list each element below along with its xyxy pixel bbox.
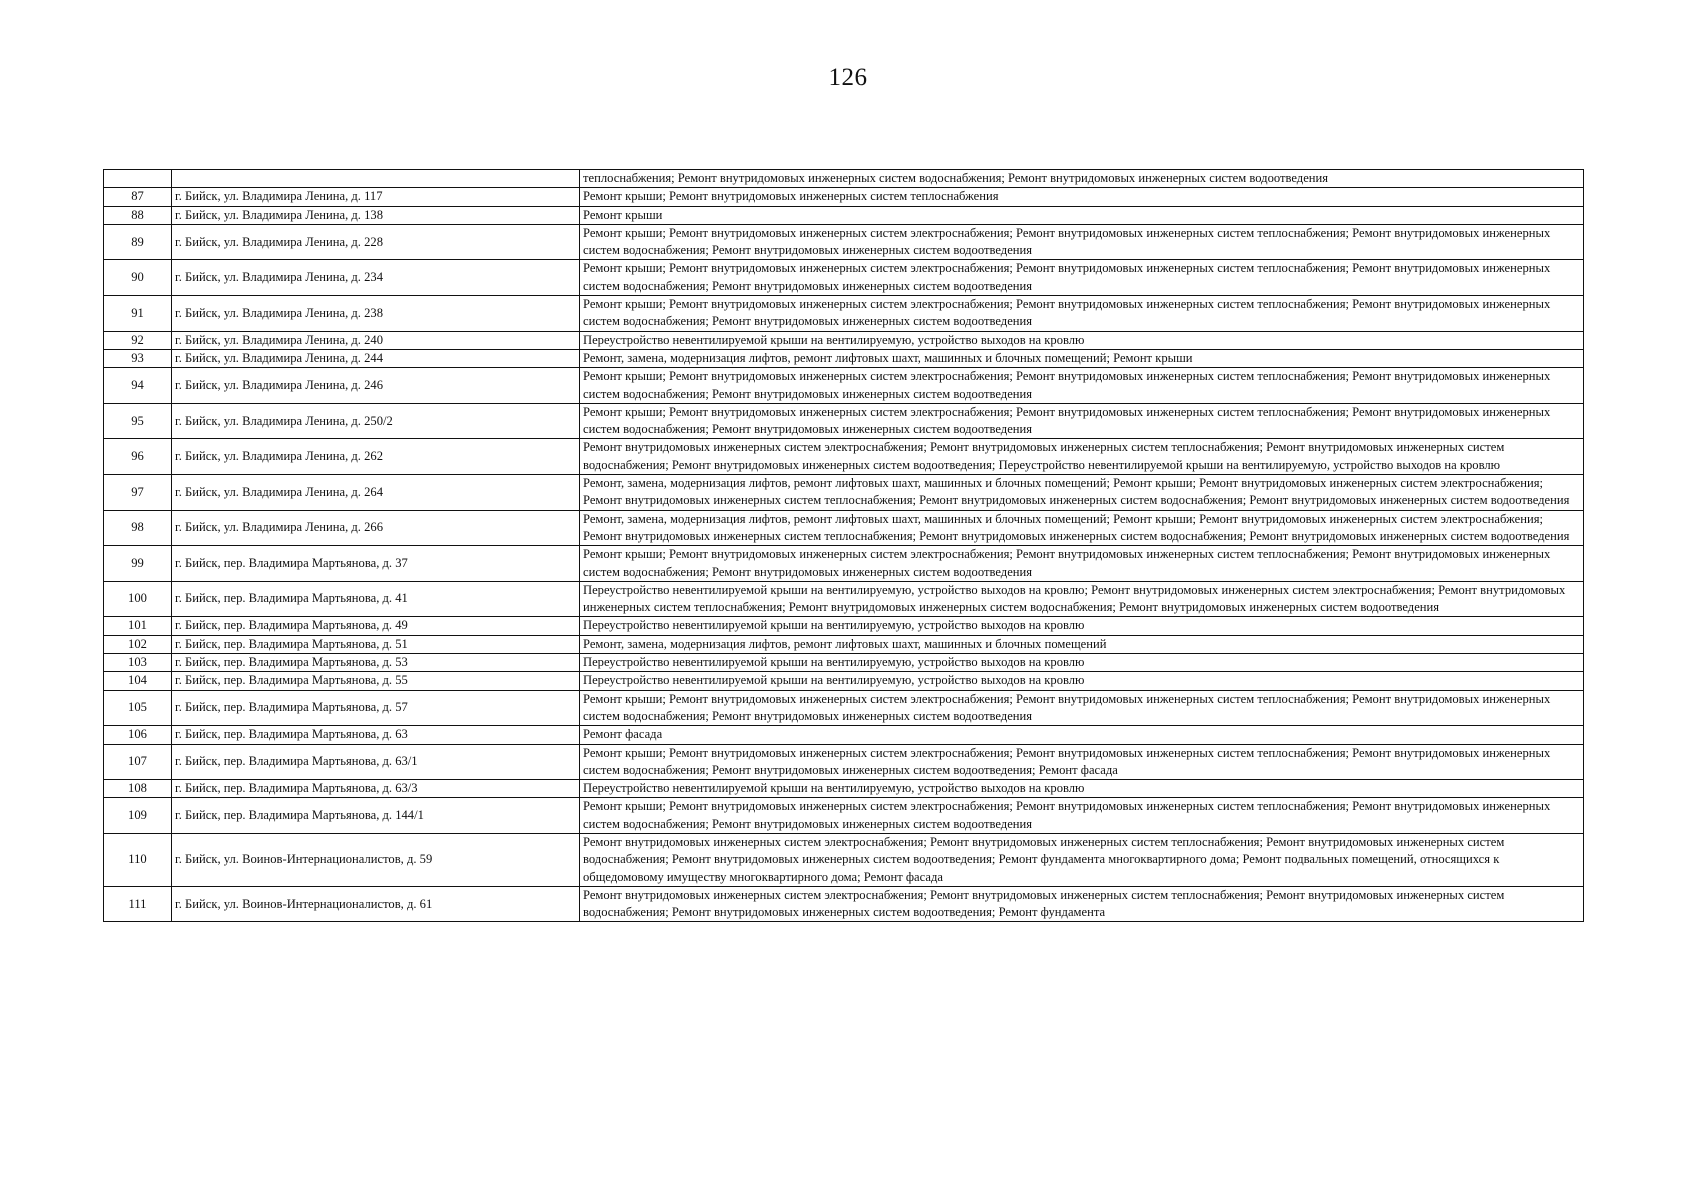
works-cell: Переустройство невентилируемой крыши на вентилируемую, устройство выходов на кровлю [580, 780, 1584, 798]
works-cell: Переустройство невентилируемой крыши на вентилируемую, устройство выходов на кровлю [580, 617, 1584, 635]
works-cell: Ремонт крыши; Ремонт внутридомовых инженерных систем электроснабжения; Ремонт внутридомовых инженерных систем теплоснабжения; Ремонт внутридомовых инженерных систем водоснабжения; Ремонт внутридомовых инженерных систем водоотведения [580, 260, 1584, 296]
row-number-cell: 105 [104, 690, 172, 726]
row-number-cell: 110 [104, 833, 172, 886]
address-cell: г. Бийск, пер. Владимира Мартьянова, д. 51 [172, 635, 580, 653]
row-number-cell [104, 170, 172, 188]
address-cell: г. Бийск, пер. Владимира Мартьянова, д. 63/3 [172, 780, 580, 798]
table-row [104, 617, 1584, 635]
row-number-cell: 92 [104, 331, 172, 349]
row-number-cell: 87 [104, 188, 172, 206]
works-cell: Ремонт внутридомовых инженерных систем электроснабжения; Ремонт внутридомовых инженерных систем теплоснабжения; Ремонт внутридомовых инженерных систем водоснабжения; Ремонт внутридомовых инженерных систем водоотведения; Ремонт фундамента [580, 886, 1584, 922]
works-cell: Ремонт крыши; Ремонт внутридомовых инженерных систем теплоснабжения [580, 188, 1584, 206]
address-cell: г. Бийск, пер. Владимира Мартьянова, д. 144/1 [172, 798, 580, 834]
table-row [104, 403, 1584, 439]
address-cell: г. Бийск, ул. Владимира Ленина, д. 262 [172, 439, 580, 475]
works-cell: Ремонт крыши; Ремонт внутридомовых инженерных систем электроснабжения; Ремонт внутридомовых инженерных систем теплоснабжения; Ремонт внутридомовых инженерных систем водоснабжения; Ремонт внутридомовых инженерных систем водоотведения [580, 690, 1584, 726]
table-row [104, 475, 1584, 511]
address-cell: г. Бийск, ул. Владимира Ленина, д. 240 [172, 331, 580, 349]
table-row [104, 439, 1584, 475]
row-number-cell: 89 [104, 224, 172, 260]
row-number-cell: 88 [104, 206, 172, 224]
works-cell: Ремонт, замена, модернизация лифтов, ремонт лифтовых шахт, машинных и блочных помещений [580, 635, 1584, 653]
row-number-cell: 108 [104, 780, 172, 798]
works-cell: Переустройство невентилируемой крыши на вентилируемую, устройство выходов на кровлю [580, 672, 1584, 690]
works-cell: Ремонт фасада [580, 726, 1584, 744]
address-cell: г. Бийск, ул. Владимира Ленина, д. 246 [172, 368, 580, 404]
row-number-cell: 109 [104, 798, 172, 834]
address-cell: г. Бийск, пер. Владимира Мартьянова, д. 57 [172, 690, 580, 726]
table-row [104, 510, 1584, 546]
address-cell: г. Бийск, ул. Владимира Ленина, д. 117 [172, 188, 580, 206]
address-cell: г. Бийск, ул. Владимира Ленина, д. 264 [172, 475, 580, 511]
works-cell: Ремонт внутридомовых инженерных систем электроснабжения; Ремонт внутридомовых инженерных систем теплоснабжения; Ремонт внутридомовых инженерных систем водоснабжения; Ремонт внутридомовых инженерных систем водоотведения; Ремонт фундамента многоквартирного дома; Ремонт подвальных помещений, относящихся к общедомовому имуществу многоквартирного дома; Ремонт фасада [580, 833, 1584, 886]
row-number-cell: 111 [104, 886, 172, 922]
table-row [104, 188, 1584, 206]
address-cell: г. Бийск, ул. Воинов-Интернационалистов, д. 61 [172, 886, 580, 922]
address-cell: г. Бийск, пер. Владимира Мартьянова, д. 49 [172, 617, 580, 635]
works-cell: Ремонт крыши; Ремонт внутридомовых инженерных систем электроснабжения; Ремонт внутридомовых инженерных систем теплоснабжения; Ремонт внутридомовых инженерных систем водоснабжения; Ремонт внутридомовых инженерных систем водоотведения [580, 798, 1584, 834]
row-number-cell: 94 [104, 368, 172, 404]
table-row [104, 654, 1584, 672]
works-cell: теплоснабжения; Ремонт внутридомовых инженерных систем водоснабжения; Ремонт внутридомовых инженерных систем водоотведения [580, 170, 1584, 188]
row-number-cell: 93 [104, 349, 172, 367]
table-row [104, 296, 1584, 332]
works-cell: Ремонт, замена, модернизация лифтов, ремонт лифтовых шахт, машинных и блочных помещений; Ремонт крыши; Ремонт внутридомовых инженерных систем электроснабжения; Ремонт внутридомовых инженерных систем теплоснабжения; Ремонт внутридомовых инженерных систем водоснабжения; Ремонт внутридомовых инженерных систем водоотведения [580, 510, 1584, 546]
table-row [104, 690, 1584, 726]
table-row [104, 546, 1584, 582]
works-cell: Ремонт, замена, модернизация лифтов, ремонт лифтовых шахт, машинных и блочных помещений; Ремонт крыши [580, 349, 1584, 367]
table-row [104, 206, 1584, 224]
address-cell: г. Бийск, ул. Владимира Ленина, д. 228 [172, 224, 580, 260]
table-row [104, 672, 1584, 690]
address-cell [172, 170, 580, 188]
works-cell: Ремонт крыши; Ремонт внутридомовых инженерных систем электроснабжения; Ремонт внутридомовых инженерных систем теплоснабжения; Ремонт внутридомовых инженерных систем водоснабжения; Ремонт внутридомовых инженерных систем водоотведения [580, 296, 1584, 332]
table-row [104, 224, 1584, 260]
repair-registry-table [103, 169, 1584, 922]
works-cell: Переустройство невентилируемой крыши на вентилируемую, устройство выходов на кровлю; Ремонт внутридомовых инженерных систем электроснабжения; Ремонт внутридомовых инженерных систем теплоснабжения; Ремонт внутридомовых инженерных систем водоснабжения; Ремонт внутридомовых инженерных систем водоотведения [580, 581, 1584, 617]
address-cell: г. Бийск, пер. Владимира Мартьянова, д. 53 [172, 654, 580, 672]
table-row [104, 331, 1584, 349]
row-number-cell: 97 [104, 475, 172, 511]
table-row [104, 581, 1584, 617]
row-number-cell: 99 [104, 546, 172, 582]
row-number-cell: 104 [104, 672, 172, 690]
works-cell: Ремонт крыши [580, 206, 1584, 224]
row-number-cell: 90 [104, 260, 172, 296]
works-cell: Ремонт, замена, модернизация лифтов, ремонт лифтовых шахт, машинных и блочных помещений; Ремонт крыши; Ремонт внутридомовых инженерных систем электроснабжения; Ремонт внутридомовых инженерных систем теплоснабжения; Ремонт внутридомовых инженерных систем водоснабжения; Ремонт внутридомовых инженерных систем водоотведения [580, 475, 1584, 511]
table-row [104, 170, 1584, 188]
row-number-cell: 102 [104, 635, 172, 653]
registry-body [104, 170, 1584, 922]
works-cell: Ремонт внутридомовых инженерных систем электроснабжения; Ремонт внутридомовых инженерных систем теплоснабжения; Ремонт внутридомовых инженерных систем водоснабжения; Ремонт внутридомовых инженерных систем водоотведения; Переустройство невентилируемой крыши на вентилируемую, устройство выходов на кровлю [580, 439, 1584, 475]
works-cell: Переустройство невентилируемой крыши на вентилируемую, устройство выходов на кровлю [580, 654, 1584, 672]
address-cell: г. Бийск, ул. Владимира Ленина, д. 238 [172, 296, 580, 332]
table-row [104, 635, 1584, 653]
address-cell: г. Бийск, ул. Владимира Ленина, д. 138 [172, 206, 580, 224]
address-cell: г. Бийск, пер. Владимира Мартьянова, д. 63/1 [172, 744, 580, 780]
works-cell: Переустройство невентилируемой крыши на вентилируемую, устройство выходов на кровлю [580, 331, 1584, 349]
table-row [104, 744, 1584, 780]
address-cell: г. Бийск, пер. Владимира Мартьянова, д. 63 [172, 726, 580, 744]
address-cell: г. Бийск, ул. Владимира Ленина, д. 266 [172, 510, 580, 546]
address-cell: г. Бийск, пер. Владимира Мартьянова, д. 37 [172, 546, 580, 582]
works-cell: Ремонт крыши; Ремонт внутридомовых инженерных систем электроснабжения; Ремонт внутридомовых инженерных систем теплоснабжения; Ремонт внутридомовых инженерных систем водоснабжения; Ремонт внутридомовых инженерных систем водоотведения; Ремонт фасада [580, 744, 1584, 780]
table-row [104, 798, 1584, 834]
table-row [104, 368, 1584, 404]
table-row [104, 886, 1584, 922]
table-row [104, 260, 1584, 296]
table-row [104, 833, 1584, 886]
address-cell: г. Бийск, ул. Владимира Ленина, д. 244 [172, 349, 580, 367]
row-number-cell: 106 [104, 726, 172, 744]
works-cell: Ремонт крыши; Ремонт внутридомовых инженерных систем электроснабжения; Ремонт внутридомовых инженерных систем теплоснабжения; Ремонт внутридомовых инженерных систем водоснабжения; Ремонт внутридомовых инженерных систем водоотведения [580, 546, 1584, 582]
row-number-cell: 100 [104, 581, 172, 617]
address-cell: г. Бийск, пер. Владимира Мартьянова, д. 41 [172, 581, 580, 617]
table-row [104, 726, 1584, 744]
row-number-cell: 96 [104, 439, 172, 475]
row-number-cell: 95 [104, 403, 172, 439]
row-number-cell: 98 [104, 510, 172, 546]
address-cell: г. Бийск, пер. Владимира Мартьянова, д. 55 [172, 672, 580, 690]
row-number-cell: 103 [104, 654, 172, 672]
address-cell: г. Бийск, ул. Воинов-Интернационалистов, д. 59 [172, 833, 580, 886]
row-number-cell: 91 [104, 296, 172, 332]
works-cell: Ремонт крыши; Ремонт внутридомовых инженерных систем электроснабжения; Ремонт внутридомовых инженерных систем теплоснабжения; Ремонт внутридомовых инженерных систем водоснабжения; Ремонт внутридомовых инженерных систем водоотведения [580, 224, 1584, 260]
row-number-cell: 107 [104, 744, 172, 780]
address-cell: г. Бийск, ул. Владимира Ленина, д. 250/2 [172, 403, 580, 439]
row-number-cell: 101 [104, 617, 172, 635]
works-cell: Ремонт крыши; Ремонт внутридомовых инженерных систем электроснабжения; Ремонт внутридомовых инженерных систем теплоснабжения; Ремонт внутридомовых инженерных систем водоснабжения; Ремонт внутридомовых инженерных систем водоотведения [580, 403, 1584, 439]
table-row [104, 780, 1584, 798]
page-number: 126 [828, 64, 868, 91]
table-row [104, 349, 1584, 367]
works-cell: Ремонт крыши; Ремонт внутридомовых инженерных систем электроснабжения; Ремонт внутридомовых инженерных систем теплоснабжения; Ремонт внутридомовых инженерных систем водоснабжения; Ремонт внутридомовых инженерных систем водоотведения [580, 368, 1584, 404]
address-cell: г. Бийск, ул. Владимира Ленина, д. 234 [172, 260, 580, 296]
